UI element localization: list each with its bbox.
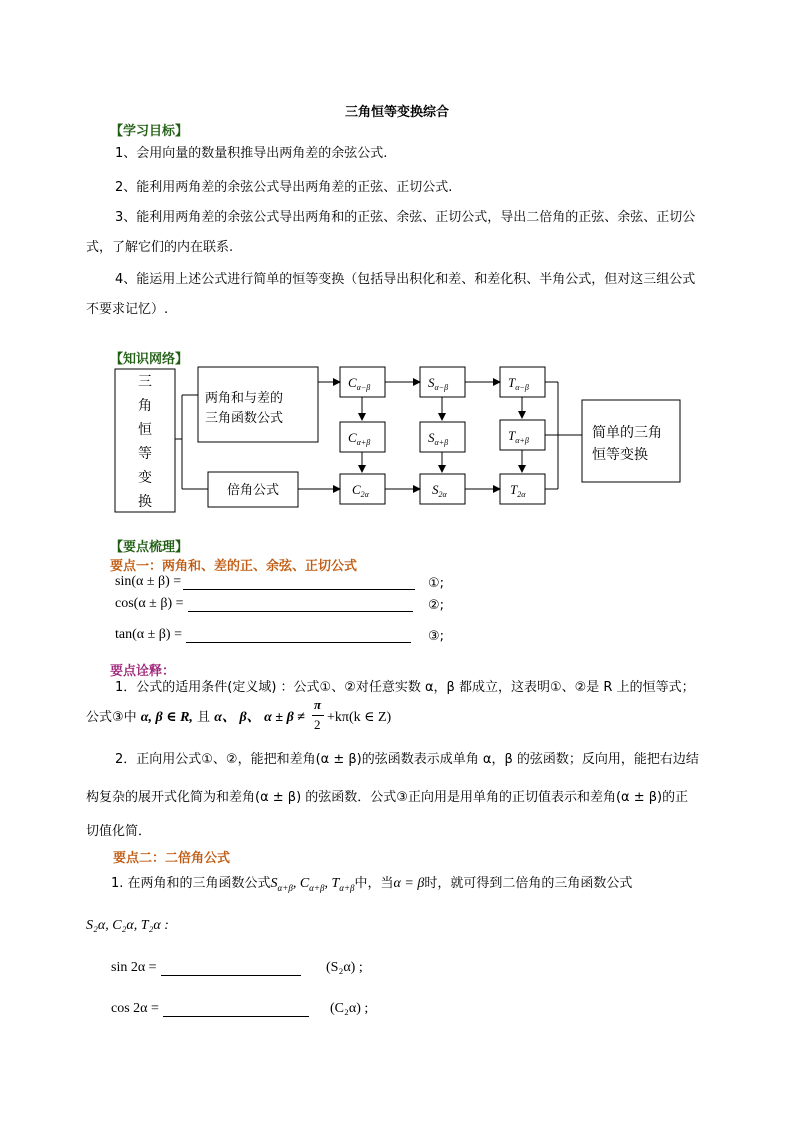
label-c-minus: $C_{\alpha-\beta}$: [348, 375, 371, 392]
explain-2-line-3: 切值化简．: [86, 824, 152, 839]
formula-tan-sum: tan(α ± β) =: [115, 627, 411, 643]
explain-title: 要点诠释：: [110, 664, 176, 679]
label-t-plus: $T_{\alpha+\beta}$: [508, 428, 529, 445]
tag-c2a: (C₂α) ;: [330, 1001, 369, 1016]
explain-1-k-term: +kπ(k ∈ Z): [327, 710, 392, 725]
sum-diff-line-2: 三角函数公式: [205, 411, 284, 426]
goals-heading: 【学习目标】: [110, 124, 189, 139]
explain-1-line-1: 1．公式的适用条件(定义域) ：公式①、②对任意实数 α，β 都成立，这表明①、②是 R 上的恒等式；: [115, 680, 695, 695]
label-c-plus: $C_{\alpha+\beta}$: [348, 430, 371, 447]
pi-denominator: 2: [314, 717, 321, 732]
result-line-1: 简单的三角: [592, 425, 662, 441]
label-s-minus: $S_{\alpha-\beta}$: [428, 375, 449, 392]
pi-numerator: π: [314, 697, 322, 712]
explain-2-line-2: 构复杂的展开式化简为和差角(α ± β) 的弦函数．公式③正向用是用单角的正切值表示和差角(α ± β)的正: [86, 790, 689, 805]
label-s-plus: $S_{\alpha+\beta}$: [428, 430, 449, 447]
left-box-char-2: 角: [138, 398, 152, 414]
formula-cos-double: cos 2α =: [111, 1001, 309, 1017]
left-box-char-4: 等: [138, 446, 152, 462]
double-angle-label: 倍角公式: [226, 483, 280, 498]
left-box-char-5: 变: [138, 470, 152, 486]
box-t-minus: [500, 367, 545, 397]
formula-sin-sum: sin(α ± β) =: [115, 574, 415, 590]
point2-title: 要点二：二倍角公式: [113, 851, 231, 866]
left-box-char-6: 换: [138, 494, 152, 510]
result-box: [582, 400, 680, 482]
goal-item-3-cont: 式，了解它们的内在联系.: [86, 240, 234, 255]
formula-sin-double: sin 2α =: [111, 960, 301, 976]
mark-2: ②;: [428, 598, 445, 613]
network-heading: 【知识网络】: [110, 352, 189, 367]
box-t-double: [500, 474, 545, 504]
fraction-bar: [312, 715, 324, 716]
box-c-double: [340, 474, 385, 504]
label-t-minus: $T_{\alpha-\beta}$: [508, 375, 529, 392]
box-s-minus: [420, 367, 465, 397]
point2-line-2: S₂α, C₂α, T₂α :: [86, 918, 169, 933]
knowledge-network-diagram: [110, 362, 700, 517]
page-title: 三角恒等变换综合: [344, 105, 449, 120]
goal-item-1: 1、会用向量的数量积推导出两角差的余弦公式.: [115, 146, 388, 161]
box-c-minus: [340, 367, 385, 397]
mark-3: ③;: [428, 629, 445, 644]
goal-item-2: 2、能利用两角差的余弦公式导出两角差的正弦、正切公式.: [115, 180, 453, 195]
explain-2-line-1: 2．正向用公式①、②，能把和差角(α ± β)的弦函数表示成单角 α，β 的弦函数；反向用，能把右边结: [115, 752, 699, 767]
mark-1: ①;: [428, 576, 445, 591]
box-c-plus: [340, 422, 385, 452]
label-c-double: $C_{2\alpha}$: [352, 482, 369, 499]
result-line-2: 恒等变换: [592, 447, 648, 463]
goal-item-3: 3、能利用两角差的余弦公式导出两角和的正弦、余弦、正切公式，导出二倍角的正弦、余弦、正切公: [115, 210, 696, 225]
box-t-plus: [500, 420, 545, 450]
explain-1-line-2: 公式③中 α, β ∈ R, 且 α、 β、 α ± β ≠: [86, 710, 305, 725]
label-t-double: $T_{2\alpha}$: [510, 482, 526, 499]
goal-item-4-cont: 不要求记忆）.: [86, 302, 169, 317]
point2-line-1: 1. 在两角和的三角函数公式$S_{\alpha+\beta}$, $C_{\alpha+\beta}$, $T_{\alpha+\beta}$中，当α = β时，就可得到二倍角的三角函数公式: [111, 876, 633, 893]
label-s-double: $S_{2\alpha}$: [432, 482, 447, 499]
left-box-char-1: 三: [138, 374, 152, 390]
sum-diff-line-1: 两角和与差的: [205, 391, 284, 406]
goal-item-4: 4、能运用上述公式进行简单的恒等变换（包括导出积化和差、和差化积、半角公式，但对这三组公式: [115, 272, 696, 287]
tag-s2a: (S₂α) ;: [326, 960, 363, 975]
point1-title: 要点一：两角和、差的正、余弦、正切公式: [110, 559, 358, 574]
left-topic-box: [115, 369, 175, 512]
left-box-char-3: 恒: [138, 422, 152, 438]
summary-heading: 【要点梳理】: [110, 540, 189, 555]
box-s-plus: [420, 422, 465, 452]
formula-cos-sum: cos(α ± β) =: [115, 596, 413, 612]
box-s-double: [420, 474, 465, 504]
